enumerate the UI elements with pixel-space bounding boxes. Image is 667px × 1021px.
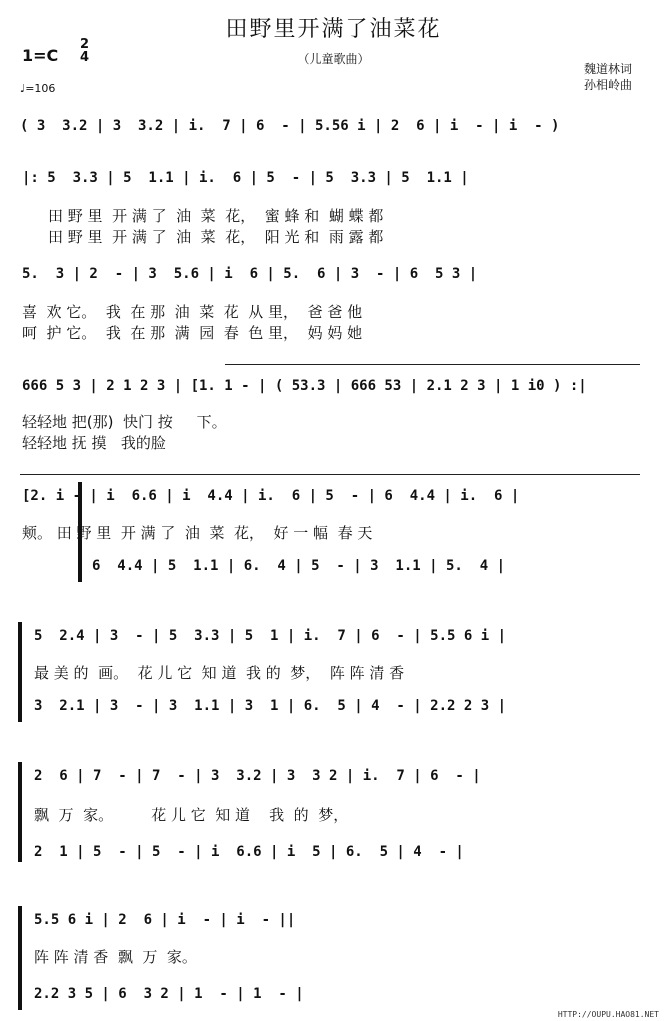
- volta-1-bracket: [225, 364, 640, 365]
- system-2-lyric-verse-1: 田 野 里 开 满 了 油 菜 花， 蜜 蜂 和 蝴 蝶 都: [48, 207, 384, 225]
- score-system-1-notes: ( 3 3.2 | 3 3.2 | i. 7 | 6 - | 5.56 i | 2 6 | i - | i - ): [20, 118, 560, 134]
- system-5-lyric: 颊。 田 野 里 开 满 了 油 菜 花， 好 一 幅 春 天: [22, 524, 373, 542]
- score-system-3-notes: 5. 3 | 2 - | 3 5.6 | i 6 | 5. 6 | 3 - | 6 5 3 |: [22, 266, 478, 282]
- song-title: 田野里开满了油菜花: [225, 17, 442, 42]
- system-2-lyric-verse-2: 田 野 里 开 满 了 油 菜 花， 阳 光 和 雨 露 都: [48, 228, 384, 246]
- system-4-lyric-verse-2: 轻轻地 抚 摸 我的脸: [22, 434, 166, 452]
- system-7-lyric: 飘 万 家。 花 儿 它 知 道 我 的 梦，: [34, 806, 349, 824]
- volta-2-bracket: [20, 474, 640, 475]
- score-system-7-lower-notes: 2 1 | 5 - | 5 - | i 6.6 | i 5 | 6. 5 | 4 - |: [34, 844, 464, 860]
- tempo-mark: ♩=106: [20, 82, 56, 95]
- score-system-4-notes: 666 5 3 | 2 1 2 3 | [1. 1 - | ( 53.3 | 666 53 | 2.1 2 3 | 1 i0 ) :|: [22, 378, 587, 394]
- score-system-8-notes: 5.5 6 i | 2 6 | i - | i - ||: [34, 912, 296, 928]
- score-system-6-notes: 5 2.4 | 3 - | 5 3.3 | 5 1 | i. 7 | 6 - | 5.5 6 i |: [34, 628, 507, 644]
- key-signature: 1=C: [22, 46, 59, 65]
- score-system-6-lower-notes: 3 2.1 | 3 - | 3 1.1 | 3 1 | 6. 5 | 4 - | 2.2 2 3 |: [34, 698, 507, 714]
- score-system-8-lower-notes: 2.2 3 5 | 6 3 2 | 1 - | 1 - |: [34, 986, 304, 1002]
- score-system-2-notes: |: 5 3.3 | 5 1.1 | i. 6 | 5 - | 5 3.3 | 5 1.1 |: [22, 170, 469, 186]
- score-system-7-notes: 2 6 | 7 - | 7 - | 3 3.2 | 3 3 2 | i. 7 | 6 - |: [34, 768, 481, 784]
- system-8-lyric: 阵 阵 清 香 飘 万 家。: [34, 948, 197, 966]
- score-system-5-notes: [2. i - | i 6.6 | i 4.4 | i. 6 | 5 - | 6 4.4 | i. 6 |: [22, 488, 520, 504]
- system-6-lyric: 最 美 的 画。 花 儿 它 知 道 我 的 梦， 阵 阵 清 香: [34, 664, 405, 682]
- system-3-lyric-verse-2: 呵 护 它。 我 在 那 满 园 春 色 里， 妈 妈 她: [22, 324, 363, 342]
- source-watermark: HTTP://OUPU.HAO81.NET: [557, 1010, 659, 1019]
- song-subtitle: （儿童歌曲）: [297, 52, 370, 66]
- meter-bottom: 4: [80, 50, 90, 65]
- meter-top: 2: [80, 37, 90, 52]
- lyricist-credit: 魏道林词: [584, 62, 633, 76]
- time-signature: [80, 38, 89, 64]
- system-3-lyric-verse-1: 喜 欢 它。 我 在 那 油 菜 花 从 里， 爸 爸 他: [22, 303, 363, 321]
- system-4-lyric-verse-1: 轻轻地 把(那) 快门 按 下。: [22, 413, 227, 431]
- composer-credit: 孙相岭曲: [584, 78, 633, 92]
- score-system-5-lower-notes: 6 4.4 | 5 1.1 | 6. 4 | 5 - | 3 1.1 | 5. 4 |: [92, 558, 506, 574]
